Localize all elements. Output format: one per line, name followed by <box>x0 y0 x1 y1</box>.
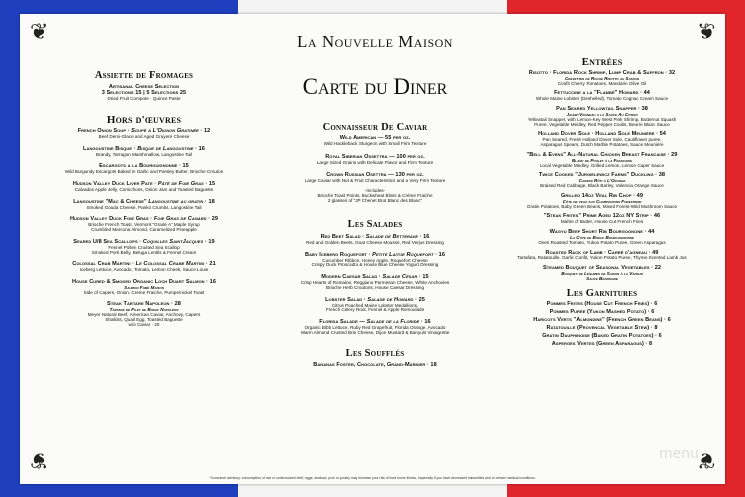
hors-item-desc: Shallots, Quail Egg, Toasted Baguette <box>105 316 183 322</box>
entrees-item <box>482 91 722 102</box>
entrees-item-desc: Braised Red Cabbage, Black Barley, Valencia Orange Sauce <box>540 183 664 189</box>
hors-item-french: Soupé à L'Oignon Gratinée <box>131 128 199 134</box>
caviar-item-name: Royal Siberian Ossettra — 100 per oz. <box>325 153 425 160</box>
garniture-item: Ratatouille (Provencal Vegetable Stew) · 8 <box>546 324 658 331</box>
cheese-line-3: Dried Fruit Compote · Quince Paste <box>107 96 181 101</box>
salades-item-french: Petite Laitue Roquefort <box>372 251 434 258</box>
right-column <box>482 14 722 347</box>
entrees-item <box>482 230 722 245</box>
entrees-item-desc: Asparagus Spears, Dutch Marble Potatoes, Sauce Meunière <box>540 142 664 148</box>
hors-list <box>26 129 262 328</box>
hors-item-desc: Iceberg Lettuce, Avocado, Tomato, Lemon Cheek, Sauce Louie <box>79 267 209 273</box>
salades-item-desc: Red and Golden Beets, Goat Cheese Mousse, Red Verjus Dressing <box>306 239 444 245</box>
hors-item-price: · 21 <box>204 261 216 268</box>
hors-item <box>26 262 262 273</box>
caviar-item-name: Wild American — 55 per oz. <box>339 135 411 141</box>
entrees-item-name: Roasted Rack of Lamb · Carré d'agneau · 49 <box>545 249 659 256</box>
entrees-item-name: Steamed Bouquet of Seasonal Vegetables · 22 <box>542 265 662 272</box>
caviar-include-line-1: Brioche Toast Points, Buckwheat Blinis & Crème Fraiche <box>317 193 433 199</box>
cheese-heading: Assiette de Fromages <box>94 70 194 81</box>
entrees-item <box>482 132 722 147</box>
hors-item <box>26 129 262 140</box>
entrees-item-name: Grilled 14oz Veal Rib Chop · 49 <box>560 192 643 199</box>
entrees-item <box>482 214 722 225</box>
entrees-item-desc: Local Vegetable Medley, Grilled Lemon, Lemon Caper Sauce <box>539 162 665 168</box>
salades-item-desc: Cucumber Ribbon, Honey Apple, Roquefort Cheese <box>322 257 428 263</box>
flourish-bottom-left-icon: ❦ <box>30 447 49 472</box>
entrees-item-name: "Steak Frites" Prime Aged 12oz NY Strip · 46 <box>543 213 661 220</box>
caviar-item-name: Crown Russian Osettra — 130 per oz. <box>326 172 424 179</box>
salades-item-price: · 16 <box>417 234 430 241</box>
cheese-line-2: 3 Selections 15 | 5 Selections 25 <box>101 90 187 96</box>
salades-item-french: Salade de la Floride <box>366 319 420 326</box>
salades-item-name: Red Beet Salad · <box>320 234 366 241</box>
footnote: *Consumer advisory: consumption of raw or undercooked beef, eggs, seafood, pork or poultry may increase your risk of food borne illness, especially if you have decreased immunities and or certain medical conditions. <box>209 476 536 480</box>
salades-item <box>270 253 480 268</box>
hors-item-price: · 16 <box>193 145 205 152</box>
caviar-item-desc: Large Sized Grains with Delicate Flavor and Firm Texture <box>316 159 434 165</box>
entrees-item-desc: Confit Cherry Tomatoes, Mandarin Olive Oil <box>557 80 647 86</box>
salades-item <box>270 275 480 290</box>
entrees-item-name: Wagyu Beef Short Rib Bourgognone · 44 <box>549 229 655 236</box>
hors-item-name: Seared U/8 Sea Scallops · <box>73 238 143 245</box>
entrees-item-name: Twice Cooked "Jurgielewicz Farms" Duckling · 38 <box>538 172 666 179</box>
salades-item-desc: Citrus Poached Maine Lobster Medallions, <box>331 302 419 308</box>
hors-item-price: · 15 <box>203 181 216 188</box>
entrees-item-name: Risotto · Florida Rock Shrimp, Lump Crab & Saffron · 32 <box>528 70 676 76</box>
hors-item-desc: Crumbled Marcona Almond, Caramelized Pineapple <box>91 227 197 233</box>
caviar-heading: Connaisseur De Caviar <box>322 122 428 133</box>
caviar-item <box>270 136 480 147</box>
garniture-item: Haricots Verts "Almondine" (French Green Beans) · 6 <box>533 316 671 323</box>
salades-item <box>270 320 480 335</box>
watermark: menu <box>659 446 699 462</box>
entrees-item-desc: Puree, Vegetable Medley, Red Pepper Coulis, Beurre Blanc Sauce <box>534 121 670 127</box>
entrees-item-subtitle: Blanc de Poulet à la Francaise <box>571 157 633 163</box>
hors-item-french: Foie Gras de Canard <box>153 216 207 223</box>
entrees-item-name: "Bell & Evens" All-Natural Chicken Breast Francaise · 29 <box>526 151 678 158</box>
entrees-item-subtitle: Bouquet de Légumes de Saison à la Vapeur <box>561 271 643 277</box>
garnitures-heading: Les Garnitures <box>566 287 638 299</box>
caviar-list <box>270 136 480 184</box>
souffles-heading: Les Soufflés <box>345 347 405 359</box>
menu-card <box>20 14 725 484</box>
hors-item-subtitle: Saumon Fumé Maison <box>124 284 164 290</box>
hors-item-price: · 29 <box>206 216 219 223</box>
hors-item-price: · 19 <box>203 238 215 245</box>
hors-item-name: Escargots a la Bourguignonne · 15 <box>99 163 189 170</box>
salades-item-desc: Crisp Hearts of Romaine, Reggiano Parmesan Cheese, White Anchovies <box>300 280 450 286</box>
hors-item <box>26 147 262 158</box>
left-column <box>26 14 262 328</box>
hors-heading: Hors d'œuvres <box>106 114 182 126</box>
hors-item-desc: Smoked Pork Belly, Beluga Lentils & Fennel Cream <box>91 249 197 255</box>
caviar-includes: -Includes- <box>364 188 386 194</box>
garniture-item: Pommes Purée (Yukon Mashed Potato) · 6 <box>549 308 655 315</box>
entrees-item-subtitle: Jaune-Vivaneau a la Sauce Au Citron <box>566 112 638 118</box>
entrees-item <box>482 71 722 86</box>
flourish-top-left-icon: ❦ <box>30 20 49 45</box>
entrees-item-desc: Tartafata, Ratatouille, Garlic Confit, Yukon Potato Puree, Thyme-Scented Lamb Jus <box>517 255 687 261</box>
entrees-item-desc: Gratin Potatoes, Baby Green Beans, Mixed Forest-Wild Mushroom Sauce <box>526 203 678 209</box>
salades-item-name: Florida Salade — <box>319 319 367 326</box>
flourish-bottom-right-icon: ❦ <box>696 447 715 472</box>
garniture-item: Pommes Frites (House Cut French Fries) · 6 <box>546 300 658 307</box>
hors-item-name: House Cured & Smoked Organic Loch Duart Salmon · 16 <box>71 279 216 285</box>
salades-item-french: Salade de Homard <box>367 296 414 303</box>
hors-item-desc: Wild Burgundy Escargots Baked in Garlic and Parsley Butter, Brioche Crouton <box>64 169 224 175</box>
cheese-line-1: Artisanal Cheese Selection <box>108 84 180 90</box>
salades-item-price: · 16 <box>433 251 445 258</box>
entrees-item-desc: Maître d' Butter, House Cut French Fries <box>560 219 644 225</box>
salades-item <box>270 298 480 313</box>
hors-item <box>26 164 262 175</box>
salades-item-name: Modern Caesar Salad · <box>321 274 383 281</box>
entrees-item <box>482 266 722 281</box>
hors-item-french: Coquilles SaintJacques <box>142 238 204 245</box>
hors-item <box>26 280 262 295</box>
entrees-item-desc: Oven Roasted Tomato, Yukon Potato Puree, Green Asparagus <box>538 239 666 245</box>
entrees-item-subtitle: La Côte de Boeuf Bourguignonne <box>570 234 634 240</box>
restaurant-name: La Nouvelle Maison <box>297 32 453 51</box>
salades-item-desc: Crispy Duck Prosciutto & House Blue Cheese Yogurt Dressing <box>311 262 439 268</box>
garniture-item: Asperges Vertes (Green Asparagus) · 8 <box>551 340 653 347</box>
hors-item-name: Steak Tartare Napoleon · 28 <box>107 301 181 308</box>
caviar-item <box>270 155 480 166</box>
caviar-item-desc: Large Caviar with Nut & Fruit Characteristics and a Very Firm Texture <box>304 178 446 184</box>
entrees-item <box>482 107 722 127</box>
hors-item-desc: w/o Caviar · 20 <box>128 321 160 327</box>
salades-item-french: Salade César <box>382 274 418 281</box>
salades-item-desc: Brioche Herb Croutons, House Caesar Dressing <box>325 284 425 290</box>
caviar-item <box>270 173 480 184</box>
hors-item-price: · 18 <box>203 198 215 205</box>
caviar-item-desc: Wild Hackleback Sturgeon with Small Firm Texture <box>323 140 427 146</box>
flourish-top-right-icon: ❦ <box>696 20 715 45</box>
entrees-item-subtitle: Crevettes de Roche Risotto au Safran <box>564 75 639 81</box>
middle-column <box>270 14 480 368</box>
hors-item-name: Langoustine Bisque · <box>83 145 138 152</box>
hors-item-french: Langoustine au gratin <box>148 198 204 205</box>
salades-item-price: · 15 <box>417 274 429 281</box>
entrees-item <box>482 173 722 188</box>
entrees-item <box>482 153 722 168</box>
hors-item <box>26 200 262 211</box>
salades-item-name: Baby Iceberg Roquefort · <box>304 251 373 258</box>
salades-item-price: · 25 <box>413 296 425 303</box>
salades-item-price: · 16 <box>419 319 431 326</box>
entrees-heading: Entrées <box>581 56 623 68</box>
hors-item-desc: Smoked Gouda Cheese, Panko Crumbs, Langostine Tail <box>86 204 202 210</box>
hors-item-subtitle: Tartare de Filet de Boeuf Napoléon <box>109 307 179 313</box>
entrees-item-desc: Yellowtail Snapper, with Lemon-Key West Pink Shrimp, Butternut Squash <box>527 116 677 122</box>
entrees-item-subtitle: Canard Rôti à L'Orange <box>578 178 626 184</box>
hors-item <box>26 182 262 193</box>
hors-item-french: Pâté de Foie Gras <box>157 181 204 188</box>
hors-item <box>26 240 262 255</box>
hors-item-desc: Calvados Apple Jelly, Cornichons, Onion Jam and Toasted Baguette <box>74 186 214 192</box>
entrees-item-name: Fettuccine a la "Flambé" Homard · 44 <box>554 90 650 97</box>
entrees-item-name: Holland Dover Sole · Holland Sole Meunière · 54 <box>538 131 666 138</box>
hors-item-price: · 12 <box>198 128 211 134</box>
hors-item-french: Bisque de Langoustine <box>137 145 194 152</box>
hors-item-desc: Fennel Pollen Crusted Sea Scallop <box>108 244 180 250</box>
entrees-item <box>482 194 722 209</box>
menu-title: Carte du Diner <box>302 74 448 99</box>
salades-item-name: Lobster Salad · <box>325 296 368 303</box>
hors-item <box>26 302 262 327</box>
entrees-item-name: Pan Seared Yellowtail Snapper · 38 <box>556 106 648 113</box>
hors-item-french: Le Colossal Crabe Martini <box>135 261 205 268</box>
salades-list <box>270 235 480 336</box>
souffles-line: Bananas Foster, Chocolate, Grand-Marnier · 18 <box>313 361 437 368</box>
salades-item-desc: French Celery Root, Fennel & Apple Remoulade <box>325 307 425 313</box>
salades-item-desc: Warm Almond Crusted Brie Cheese, Dijon Mustard & Banyuls Vinaigrette <box>300 329 450 335</box>
hors-item-desc: Brioche French Toast, Vermont "Grade A" Maple Syrup <box>88 222 200 228</box>
entrees-list <box>482 71 722 282</box>
hors-item-name: Hudson Valley Duck Foie Gras · <box>69 216 154 223</box>
salades-heading: Les Salades <box>347 219 403 231</box>
hors-item <box>26 217 262 232</box>
hors-item-desc: Side of Capers, Onion, Creme Fraiche, Pumpernickel Toast <box>83 289 205 295</box>
salades-item-french: Salade de Betterave <box>365 234 418 241</box>
hors-item-desc: Brandy, Tarragon Marshmallow, Langostine Tail <box>95 151 192 157</box>
caviar-include-line-2: 2 glasses of "JP Chenet Brut Blanc des Blanc" <box>327 198 423 204</box>
hors-item-name: Colossal Crab Martini · <box>72 261 136 268</box>
entrees-item-desc: Whole Maine Lobster (Deshelled), Tomato Cognac Cream Sauce <box>535 96 669 102</box>
entrees-item <box>482 251 722 262</box>
salades-item-desc: Organic Bibb Lettuce, Ruby Red Grapefruit, Florida Orange, Avocado <box>304 325 446 330</box>
entrees-item-subtitle: Côte de veau aux Champignons Forestiere <box>562 198 642 204</box>
hors-item-name: Hudson Valley Duck Liver Pate · <box>72 181 158 188</box>
hors-item-name: Langoustine "Mac & Cheese" <box>73 198 149 205</box>
hors-item-name: French Onion Soup · <box>77 128 132 134</box>
salades-item <box>270 235 480 246</box>
entrees-item-desc: Pan Seared, Fresh Holland Dover Sole, Cauliflower puree, <box>542 137 662 143</box>
hors-item-desc: Meyer Natural Beef, American Caviar, Anchovy, Capers <box>87 312 201 318</box>
hors-item-desc: Beef Demi-Glace and Aged Gruyere Cheese <box>98 133 190 139</box>
garnitures-list <box>482 301 722 347</box>
entrees-item-subtitle-2: Sauce Béarnaise <box>586 275 618 281</box>
garniture-item: Gratin Dauphinoise (Baked Gratin Potatoes) · 6 <box>542 332 662 339</box>
